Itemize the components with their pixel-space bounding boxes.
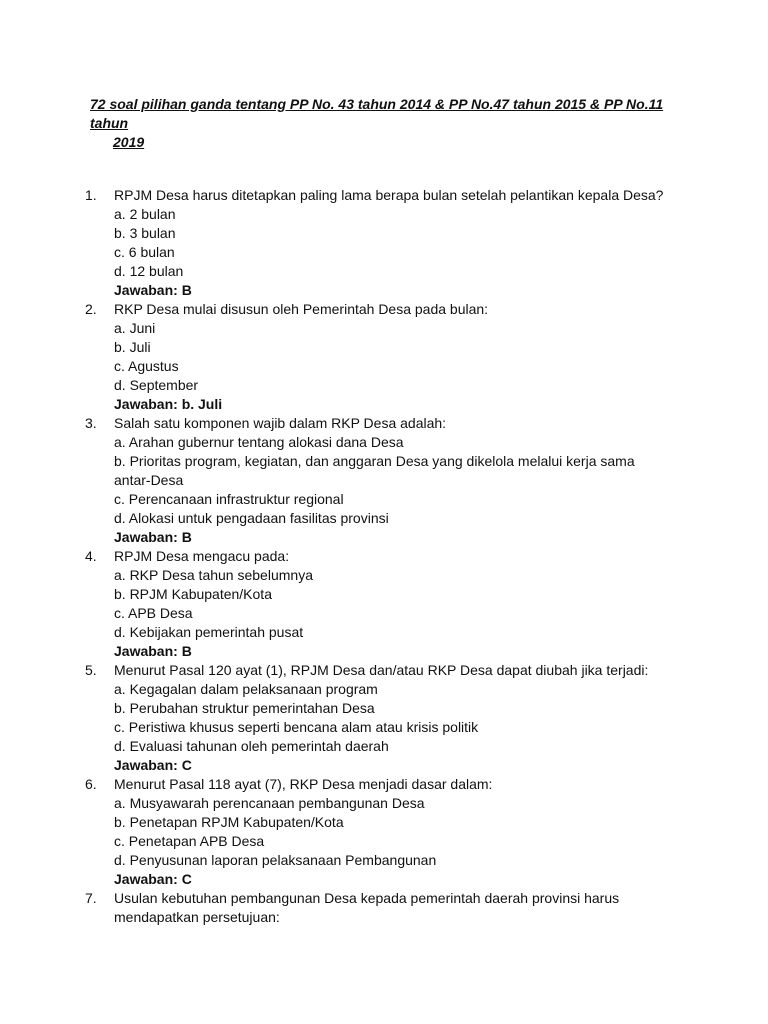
question-text: RPJM Desa harus ditetapkan paling lama berapa bulan setelah pelantikan kepala Desa? [114,187,664,203]
question-list [0,186,768,927]
question-text: Menurut Pasal 120 ayat (1), RPJM Desa dan/atau RKP Desa dapat diubah jika terjadi: [114,662,649,678]
answer-option: a. Arahan gubernur tentang alokasi dana Desa [114,434,404,450]
question-body [114,661,674,775]
answer-option: b. Penetapan RPJM Kabupaten/Kota [114,814,344,830]
answer-option: a. 2 bulan [114,206,176,222]
question-number: 5. [85,662,97,678]
answer-option: d. Kebijakan pemerintah pusat [114,624,304,640]
question-body [114,775,674,889]
answer-option: a. Musyawarah perencanaan pembangunan Desa [114,795,425,811]
answer-option: d. 12 bulan [114,263,184,279]
answer-option: b. Prioritas program, kegiatan, dan anggaran Desa yang dikelola melalui kerja sama antar-Desa [114,453,635,488]
title-line-2: 2019 [113,134,145,150]
answer-key: Jawaban: B [114,282,192,298]
question-text: Usulan kebutuhan pembangunan Desa kepada pemerintah daerah provinsi harus mendapatkan persetujuan: [114,890,620,925]
title-line-1: 72 soal pilihan ganda tentang PP No. 43 tahun 2014 & PP No.47 tahun 2015 & PP No.11 tahun [90,96,664,131]
question-item [0,547,768,661]
answer-option: c. 6 bulan [114,244,175,260]
question-item [0,889,768,927]
question-body [114,414,674,547]
question-item [0,414,768,547]
answer-option: a. Kegagalan dalam pelaksanaan program [114,681,378,697]
question-number: 1. [85,187,97,203]
answer-option: d. Alokasi untuk pengadaan fasilitas provinsi [114,510,389,526]
question-body [114,547,674,661]
question-number: 4. [85,548,97,564]
answer-option: c. Peristiwa khusus seperti bencana alam atau krisis politik [114,719,479,735]
question-body [114,186,674,300]
answer-key: Jawaban: C [114,871,192,887]
question-body [114,300,674,414]
answer-key: Jawaban: C [114,757,192,773]
answer-option: c. Penetapan APB Desa [114,833,265,849]
answer-option: c. Agustus [114,358,179,374]
answer-key: Jawaban: B [114,529,192,545]
answer-option: a. RKP Desa tahun sebelumnya [114,567,313,583]
answer-option: d. Evaluasi tahunan oleh pemerintah daerah [114,738,389,754]
question-item [0,661,768,775]
answer-option: b. Perubahan struktur pemerintahan Desa [114,700,375,716]
question-number: 2. [85,301,97,317]
document-title [90,95,690,152]
answer-option: b. 3 bulan [114,225,176,241]
question-item [0,186,768,300]
question-text: Salah satu komponen wajib dalam RKP Desa adalah: [114,415,447,431]
question-text: Menurut Pasal 118 ayat (7), RKP Desa menjadi dasar dalam: [114,776,493,792]
answer-option: c. APB Desa [114,605,193,621]
answer-key: Jawaban: B [114,643,192,659]
question-item [0,300,768,414]
question-item [0,775,768,889]
answer-option: d. September [114,377,199,393]
question-number: 6. [85,776,97,792]
question-number: 7. [85,890,97,906]
question-body [114,889,674,927]
question-text: RPJM Desa mengacu pada: [114,548,290,564]
answer-option: d. Penyusunan laporan pelaksanaan Pembangunan [114,852,437,868]
answer-option: c. Perencanaan infrastruktur regional [114,491,344,507]
answer-option: b. RPJM Kabupaten/Kota [114,586,272,602]
answer-key: Jawaban: b. Juli [114,396,223,412]
answer-option: b. Juli [114,339,151,355]
question-number: 3. [85,415,97,431]
question-text: RKP Desa mulai disusun oleh Pemerintah Desa pada bulan: [114,301,489,317]
answer-option: a. Juni [114,320,156,336]
